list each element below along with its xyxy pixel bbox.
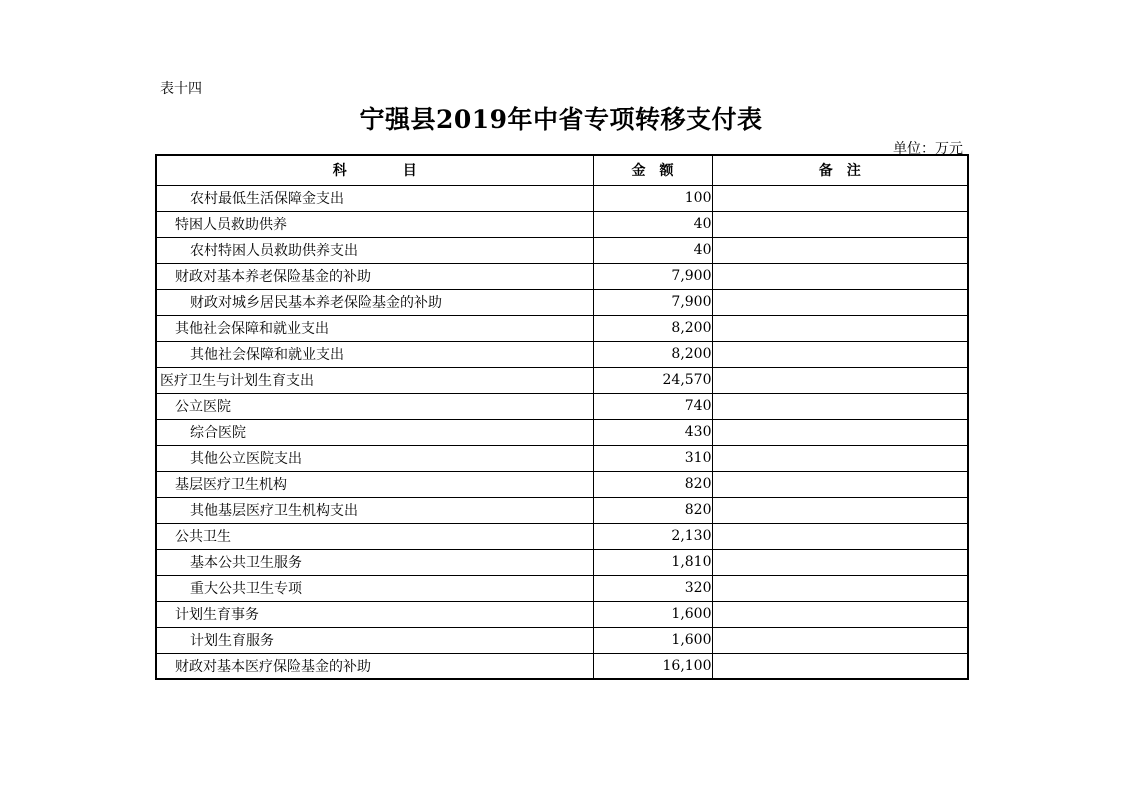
page-title: 宁强县2019年中省专项转移支付表 bbox=[359, 105, 763, 134]
table-row bbox=[156, 627, 968, 653]
table-row bbox=[156, 237, 968, 263]
row-note bbox=[712, 289, 968, 315]
table-row bbox=[156, 575, 968, 601]
row-note bbox=[712, 393, 968, 419]
row-amount: 820 bbox=[593, 471, 712, 497]
row-item-name: 财政对基本养老保险基金的补助 bbox=[156, 263, 593, 289]
table-row bbox=[156, 601, 968, 627]
row-note bbox=[712, 497, 968, 523]
row-amount: 430 bbox=[593, 419, 712, 445]
table-row bbox=[156, 367, 968, 393]
row-item-name: 公立医院 bbox=[156, 393, 593, 419]
table-row bbox=[156, 523, 968, 549]
row-item-name: 农村最低生活保障金支出 bbox=[156, 185, 593, 211]
row-item-name: 综合医院 bbox=[156, 419, 593, 445]
row-item-name: 计划生育事务 bbox=[156, 601, 593, 627]
row-amount: 320 bbox=[593, 575, 712, 601]
row-amount: 1,810 bbox=[593, 549, 712, 575]
header-row bbox=[156, 155, 968, 185]
row-note bbox=[712, 341, 968, 367]
row-note bbox=[712, 601, 968, 627]
table-row bbox=[156, 419, 968, 445]
transfer-payment-table bbox=[155, 154, 969, 680]
row-amount: 740 bbox=[593, 393, 712, 419]
row-note bbox=[712, 211, 968, 237]
row-note bbox=[712, 315, 968, 341]
row-item-name: 重大公共卫生专项 bbox=[156, 575, 593, 601]
table-row bbox=[156, 315, 968, 341]
row-note bbox=[712, 263, 968, 289]
table-row bbox=[156, 289, 968, 315]
row-amount: 16,100 bbox=[593, 653, 712, 679]
table-row bbox=[156, 497, 968, 523]
row-item-name: 农村特困人员救助供养支出 bbox=[156, 237, 593, 263]
unit-label: 单位：万元 bbox=[893, 141, 963, 157]
table-row bbox=[156, 211, 968, 237]
table-body bbox=[156, 185, 968, 679]
row-amount: 1,600 bbox=[593, 627, 712, 653]
row-note bbox=[712, 185, 968, 211]
row-amount: 2,130 bbox=[593, 523, 712, 549]
row-item-name: 财政对基本医疗保险基金的补助 bbox=[156, 653, 593, 679]
row-item-name: 其他基层医疗卫生机构支出 bbox=[156, 497, 593, 523]
row-item-name: 其他社会保障和就业支出 bbox=[156, 315, 593, 341]
row-item-name: 计划生育服务 bbox=[156, 627, 593, 653]
row-amount: 7,900 bbox=[593, 263, 712, 289]
table-row bbox=[156, 393, 968, 419]
table-row bbox=[156, 471, 968, 497]
row-item-name: 特困人员救助供养 bbox=[156, 211, 593, 237]
row-note bbox=[712, 627, 968, 653]
row-amount: 7,900 bbox=[593, 289, 712, 315]
row-note bbox=[712, 471, 968, 497]
table-header bbox=[156, 155, 968, 185]
row-item-name: 基层医疗卫生机构 bbox=[156, 471, 593, 497]
row-amount: 8,200 bbox=[593, 315, 712, 341]
row-note bbox=[712, 549, 968, 575]
row-item-name: 财政对城乡居民基本养老保险基金的补助 bbox=[156, 289, 593, 315]
header-amount: 金 额 bbox=[593, 155, 712, 185]
row-note bbox=[712, 523, 968, 549]
table-number-label: 表十四 bbox=[160, 81, 202, 97]
row-item-name: 医疗卫生与计划生育支出 bbox=[156, 367, 593, 393]
table-row bbox=[156, 445, 968, 471]
table-row bbox=[156, 653, 968, 679]
table-row bbox=[156, 263, 968, 289]
row-note bbox=[712, 237, 968, 263]
header-item: 科 目 bbox=[156, 155, 593, 185]
row-item-name: 其他社会保障和就业支出 bbox=[156, 341, 593, 367]
table-row bbox=[156, 341, 968, 367]
table-row bbox=[156, 549, 968, 575]
row-amount: 820 bbox=[593, 497, 712, 523]
row-note bbox=[712, 419, 968, 445]
row-note bbox=[712, 575, 968, 601]
row-amount: 8,200 bbox=[593, 341, 712, 367]
row-note bbox=[712, 445, 968, 471]
row-item-name: 公共卫生 bbox=[156, 523, 593, 549]
table-row bbox=[156, 185, 968, 211]
row-amount: 100 bbox=[593, 185, 712, 211]
row-item-name: 其他公立医院支出 bbox=[156, 445, 593, 471]
row-note bbox=[712, 367, 968, 393]
row-amount: 40 bbox=[593, 237, 712, 263]
row-note bbox=[712, 653, 968, 679]
row-amount: 24,570 bbox=[593, 367, 712, 393]
row-amount: 1,600 bbox=[593, 601, 712, 627]
row-amount: 40 bbox=[593, 211, 712, 237]
header-note: 备 注 bbox=[712, 155, 968, 185]
row-item-name: 基本公共卫生服务 bbox=[156, 549, 593, 575]
row-amount: 310 bbox=[593, 445, 712, 471]
